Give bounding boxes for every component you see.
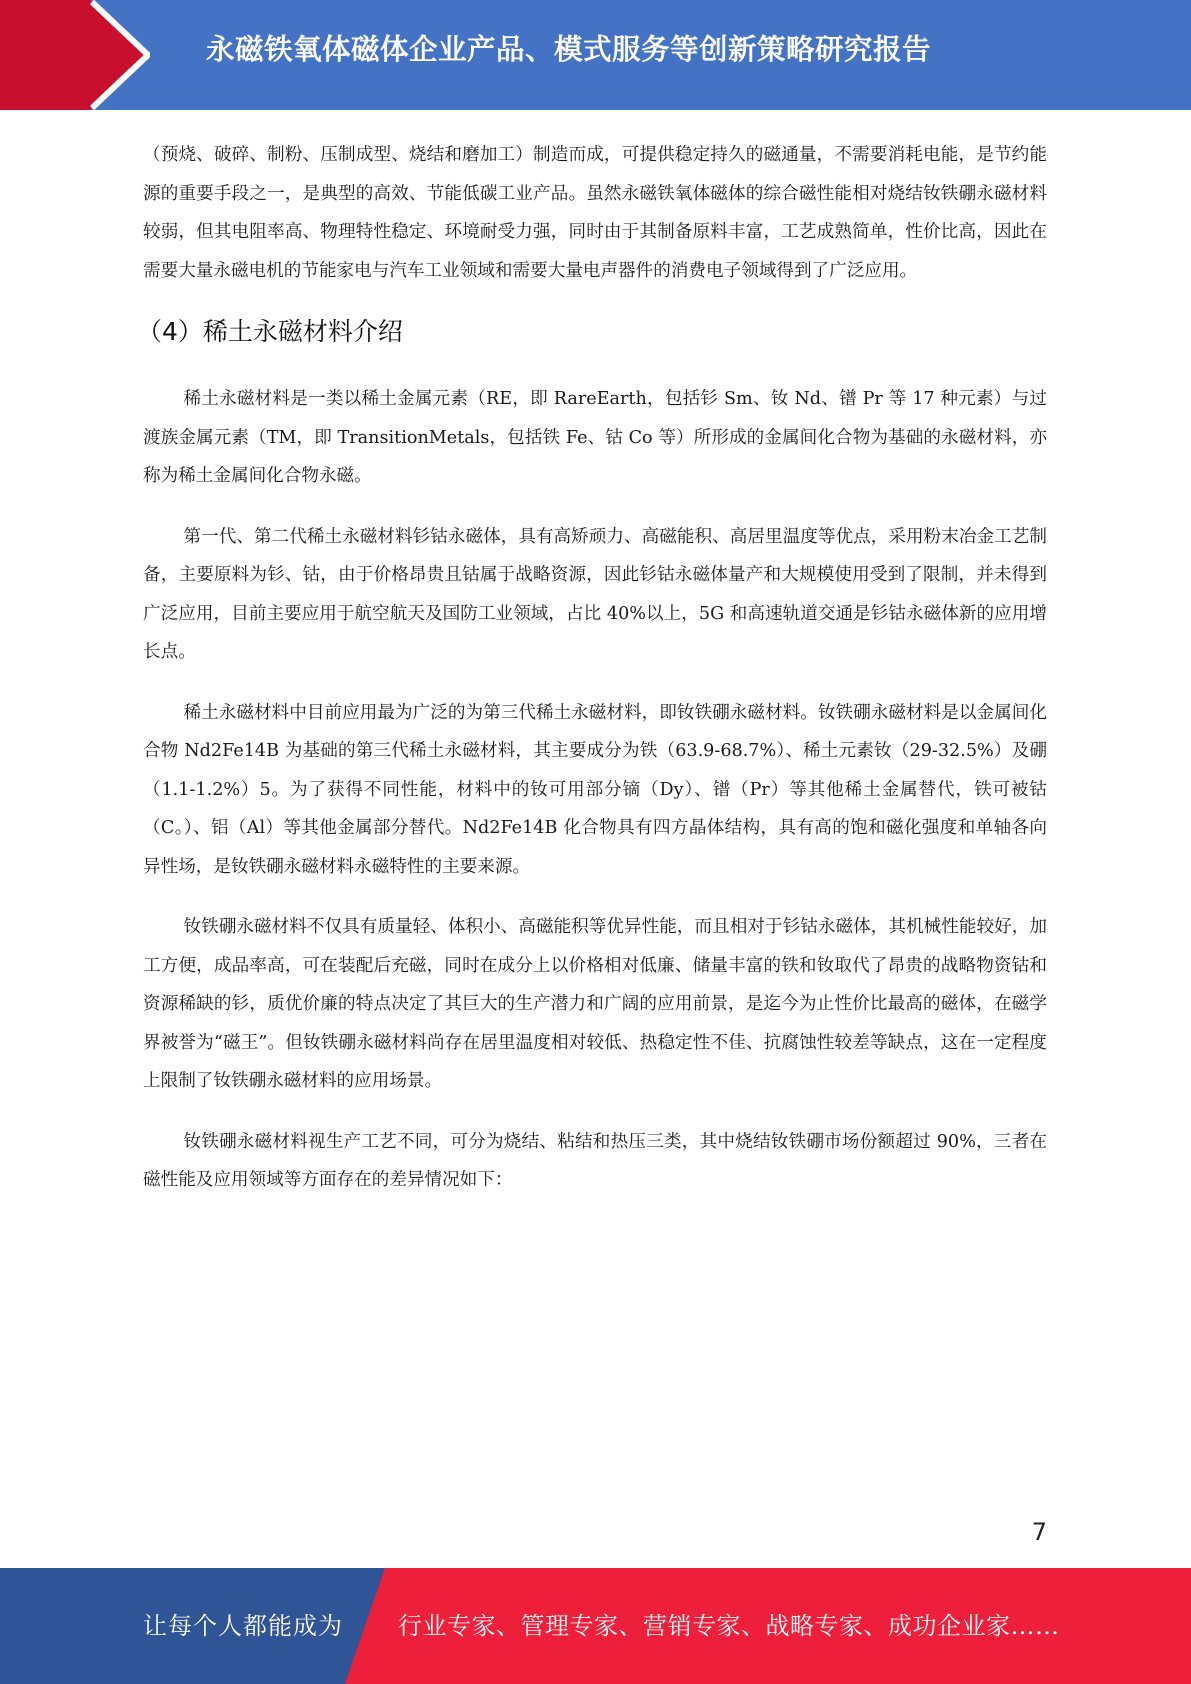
paragraph-ndfeb-types: 钕铁硼永磁材料视生产工艺不同，可分为烧结、粘结和热压三类，其中烧结钕铁硼市场份额超过 90%，三者在磁性能及应用领域等方面存在的差异情况如下： <box>143 1131 1047 1190</box>
paragraph-ferrite-continued: （预烧、破碎、制粉、压制成型、烧结和磨加工）制造而成，可提供稳定持久的磁通量，不需要消耗电能，是节约能源的重要手段之一，是典型的高效、节能低碳工业产品。虽然永磁铁氧体磁体的综合磁性能相对烧结钕铁硼永磁材料较弱，但其电阻率高、物理特性稳定、环境耐受力强，同时由于其制备原料丰富，工艺成熟简单，性价比高，因此在需要大量永磁电机的节能家电与汽车工业领域和需要大量电声器件的消费电子领域得到了广泛应用。 <box>143 145 1047 281</box>
paragraph-ndfeb-advantages: 钕铁硼永磁材料不仅具有质量轻、体积小、高磁能积等优异性能，而且相对于钐钴永磁体，其机械性能较好，加工方便，成品率高，可在装配后充磁，同时在成分上以价格相对低廉、储量丰富的铁和钕取代了昂贵的战略物资钴和资源稀缺的钐，质优价廉的特点决定了其巨大的生产潜力和广阔的应用前景，是迄今为止性价比最高的磁体，在磁学界被誉为“磁王”。但钕铁硼永磁材料尚存在居里温度相对较低、热稳定性不佳、抗腐蚀性较差等缺点，这在一定程度上限制了钕铁硼永磁材料的应用场景。 <box>143 917 1047 1091</box>
section-heading: （4）稀土永磁材料介绍 <box>137 317 403 346</box>
page-footer <box>0 1568 1191 1684</box>
page-header <box>0 0 1191 110</box>
footer-slogan-right: 行业专家、管理专家、营销专家、战略专家、成功企业家…… <box>398 1612 1060 1640</box>
header-arrow-decoration <box>0 0 150 110</box>
paragraph-rare-earth-definition: 稀土永磁材料是一类以稀土金属元素（RE，即 RareEarth，包括钐 Sm、钕 Nd、镨 Pr 等 17 种元素）与过渡族金属元素（TM，即 TransitionMetals，包括铁 Fe、钴 Co 等）所形成的金属间化合物为基础的永磁材料，亦称为稀土金属间化合物永磁。 <box>143 389 1047 486</box>
document-body <box>137 136 1047 1222</box>
page-number: 7 <box>1031 1518 1047 1546</box>
report-title: 永磁铁氧体磁体企业产品、模式服务等创新策略研究报告 <box>206 33 932 66</box>
paragraph-ndfeb-composition: 稀土永磁材料中目前应用最为广泛的为第三代稀土永磁材料，即钕铁硼永磁材料。钕铁硼永磁材料是以金属间化合物 Nd2Fe14B 为基础的第三代稀土永磁材料，其主要成分为铁（63.9-68.7%）、稀土元素钕（29-32.5%）及硼（1.1-1.2%）5。为了获得不同性能，材料中的钕可用部分镝（Dy）、镨（Pr）等其他稀土金属替代，铁可被钴（C。）、铝（Al）等其他金属部分替代。Nd2Fe14B 化合物具有四方晶体结构，具有高的饱和磁化强度和单轴各向异性场，是钕铁硼永磁材料永磁特性的主要来源。 <box>143 702 1047 877</box>
paragraph-samarium-cobalt: 第一代、第二代稀土永磁材料钐钴永磁体，具有高矫顽力、高磁能积、高居里温度等优点，采用粉末冶金工艺制备，主要原料为钐、钴，由于价格昂贵且钴属于战略资源，因此钐钴永磁体量产和大规模使用受到了限制，并未得到广泛应用，目前主要应用于航空航天及国防工业领域，占比 40%以上，5G 和高速轨道交通是钐钴永磁体新的应用增长点。 <box>143 526 1047 662</box>
footer-slogan-left: 让每个人都能成为 <box>143 1612 343 1640</box>
